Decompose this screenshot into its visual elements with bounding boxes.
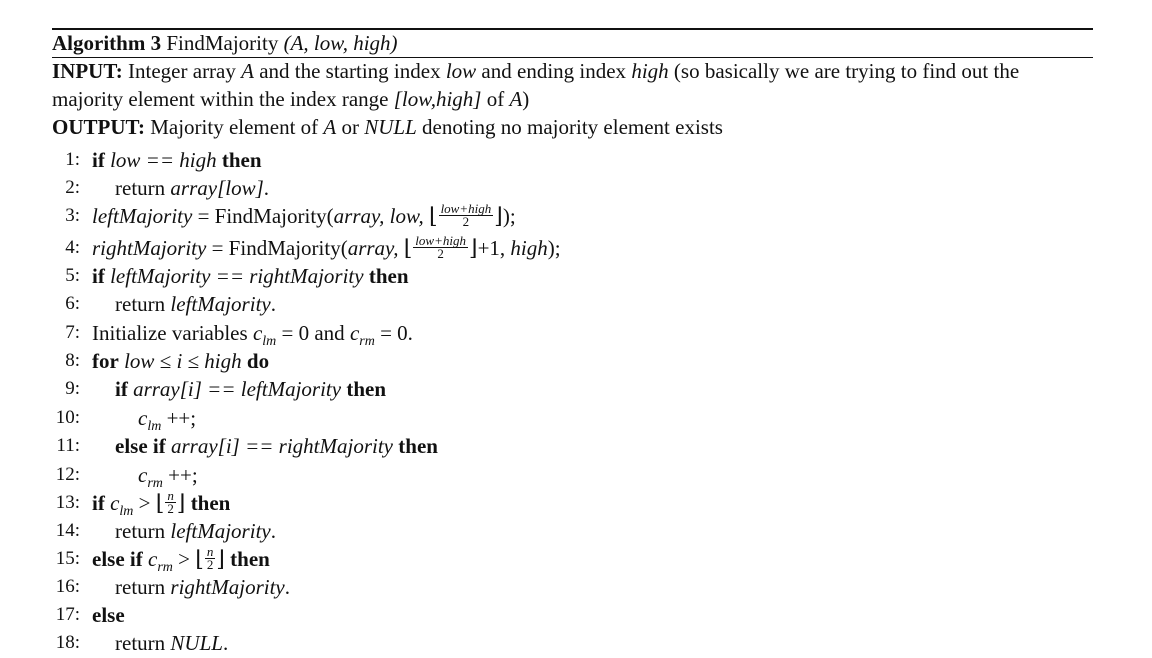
keyword: then xyxy=(190,491,231,515)
line-number: 1: xyxy=(65,149,80,170)
statement-text: = 0. xyxy=(374,321,413,345)
input-text: of xyxy=(481,87,510,111)
line-body xyxy=(138,405,196,435)
line-number: 18: xyxy=(55,632,80,653)
fraction-denominator: 2 xyxy=(437,245,444,261)
arguments: high xyxy=(510,236,548,260)
fraction xyxy=(165,487,176,516)
operator: > xyxy=(172,547,196,571)
keyword: then xyxy=(346,377,387,401)
line-body xyxy=(92,348,269,374)
subscript: rm xyxy=(157,560,173,575)
subscript: rm xyxy=(359,334,375,349)
input-var: A xyxy=(241,59,254,83)
line-number: 7: xyxy=(65,322,80,343)
variable: c xyxy=(349,321,360,345)
algorithm-caption xyxy=(52,30,398,56)
statement-text: ++; xyxy=(162,463,198,487)
keyword: if xyxy=(115,377,128,401)
statement-end: . xyxy=(284,575,290,599)
variable: c xyxy=(138,463,148,487)
statement-text: return xyxy=(115,292,171,316)
subscript: lm xyxy=(262,334,277,349)
input-var: low xyxy=(445,59,477,83)
input-text: and ending index xyxy=(476,59,632,83)
algorithm-label: Algorithm 3 xyxy=(52,31,162,55)
statement-text: return xyxy=(115,631,171,655)
line-body xyxy=(92,320,413,350)
statement-text: ++; xyxy=(161,406,197,430)
variable: rightMajority xyxy=(92,236,207,260)
condition: array[i] == rightMajority xyxy=(170,434,394,458)
keyword: else if xyxy=(115,434,166,458)
keyword: then xyxy=(221,148,262,172)
fraction xyxy=(205,543,216,572)
floor-left: ⌊ xyxy=(403,235,413,260)
statement-text: = FindMajority( xyxy=(192,204,334,228)
line-number: 4: xyxy=(65,237,80,258)
input-var: A xyxy=(509,87,523,111)
input-line-2 xyxy=(52,86,529,112)
floor-left: ⌊ xyxy=(155,490,165,515)
output-line xyxy=(52,114,723,140)
line-number: 13: xyxy=(55,492,80,513)
line-number: 2: xyxy=(65,177,80,198)
subscript: lm xyxy=(147,419,162,434)
input-text: and the starting index xyxy=(253,59,446,83)
keyword: if xyxy=(92,264,105,288)
fraction xyxy=(439,200,494,229)
line-number: 16: xyxy=(55,576,80,597)
input-line-1 xyxy=(52,58,1019,84)
keyword: then xyxy=(398,434,438,458)
line-body xyxy=(92,602,125,628)
line-body xyxy=(115,574,290,600)
algorithm-name: FindMajority xyxy=(166,31,279,55)
output-text: denoting no majority element exists xyxy=(416,115,723,139)
output-text: Majority element of xyxy=(150,115,324,139)
keyword: if xyxy=(92,148,105,172)
fraction-denominator: 2 xyxy=(167,500,174,516)
output-var: NULL xyxy=(364,115,417,139)
arguments: array, xyxy=(347,236,404,260)
line-body xyxy=(115,433,438,459)
statement-text: return xyxy=(115,519,171,543)
line-body xyxy=(92,232,561,263)
floor-right: ⌋ xyxy=(216,546,225,571)
condition: low == high xyxy=(110,148,217,172)
expression: array[low] xyxy=(170,176,264,200)
fraction-numerator: n xyxy=(167,487,174,503)
line-number: 17: xyxy=(55,604,80,625)
statement-end: ); xyxy=(502,204,516,228)
keyword: do xyxy=(246,349,270,373)
line-body xyxy=(92,543,270,576)
line-number: 5: xyxy=(65,265,80,286)
input-text: Integer array xyxy=(128,59,242,83)
arguments: array, low, xyxy=(333,204,429,228)
condition: array[i] == leftMajority xyxy=(133,377,342,401)
line-number: 6: xyxy=(65,293,80,314)
fraction-numerator: n xyxy=(206,543,214,559)
statement-text: Initialize variables xyxy=(92,321,253,345)
condition: leftMajority == rightMajority xyxy=(110,264,364,288)
line-body xyxy=(115,175,269,201)
statement-text: return xyxy=(115,176,171,200)
fraction-denominator: 2 xyxy=(462,213,470,229)
statement-text: return xyxy=(115,575,171,599)
line-number: 3: xyxy=(65,205,80,226)
output-var: A xyxy=(323,115,337,139)
line-body xyxy=(92,147,262,173)
statement-text: = 0 and xyxy=(276,321,350,345)
input-var: high xyxy=(631,59,669,83)
expression: leftMajority xyxy=(170,519,271,543)
statement-end: . xyxy=(270,519,276,543)
subscript: lm xyxy=(119,504,134,519)
fraction-numerator: low+high xyxy=(440,200,492,216)
variable: c xyxy=(147,547,158,571)
output-label: OUTPUT: xyxy=(52,115,145,139)
line-body xyxy=(92,200,516,231)
line-number: 14: xyxy=(55,520,80,541)
variable: c xyxy=(252,321,263,345)
line-body xyxy=(115,291,276,317)
keyword: for xyxy=(92,349,119,373)
floor-left: ⌊ xyxy=(195,546,204,571)
line-body xyxy=(115,630,228,656)
expression: rightMajority xyxy=(170,575,285,599)
input-label: INPUT: xyxy=(52,59,123,83)
fraction-denominator: 2 xyxy=(206,556,214,572)
line-body xyxy=(115,376,386,402)
line-body xyxy=(115,518,276,544)
line-number: 12: xyxy=(55,464,80,485)
floor-right: ⌋ xyxy=(494,203,503,228)
statement-end: ); xyxy=(547,236,561,260)
floor-left: ⌊ xyxy=(428,203,438,228)
expression: leftMajority xyxy=(170,292,271,316)
statement-end: . xyxy=(222,631,229,655)
statement-text: +1, xyxy=(477,236,511,260)
line-number: 10: xyxy=(55,407,80,428)
statement-end: . xyxy=(270,292,276,316)
floor-right: ⌋ xyxy=(176,490,186,515)
statement-text: = FindMajority( xyxy=(206,236,348,260)
keyword: else if xyxy=(92,547,143,571)
input-range: [low,high] xyxy=(393,87,482,111)
condition: low ≤ i ≤ high xyxy=(124,349,242,373)
variable: c xyxy=(138,406,148,430)
line-body xyxy=(92,263,409,289)
keyword: then xyxy=(230,547,270,571)
line-body xyxy=(92,487,231,520)
operator: > xyxy=(133,491,156,515)
keyword: else xyxy=(92,603,125,627)
subscript: rm xyxy=(147,476,163,491)
statement-end: . xyxy=(263,176,270,200)
input-text: majority element within the index range xyxy=(52,87,394,111)
keyword: then xyxy=(368,264,409,288)
variable: leftMajority xyxy=(92,204,193,228)
line-number: 11: xyxy=(56,435,80,456)
line-number: 15: xyxy=(55,548,80,569)
variable: c xyxy=(110,491,120,515)
keyword: if xyxy=(92,491,105,515)
expression: NULL xyxy=(170,631,223,655)
fraction-numerator: low+high xyxy=(415,232,466,248)
input-text: ) xyxy=(522,87,530,111)
algorithm-params: (A, low, high) xyxy=(283,31,398,55)
line-number: 8: xyxy=(65,350,80,371)
floor-right: ⌋ xyxy=(468,235,478,260)
line-number: 9: xyxy=(65,378,80,399)
fraction xyxy=(413,232,468,261)
output-text: or xyxy=(336,115,365,139)
input-text: (so basically we are trying to find out the xyxy=(668,59,1020,83)
